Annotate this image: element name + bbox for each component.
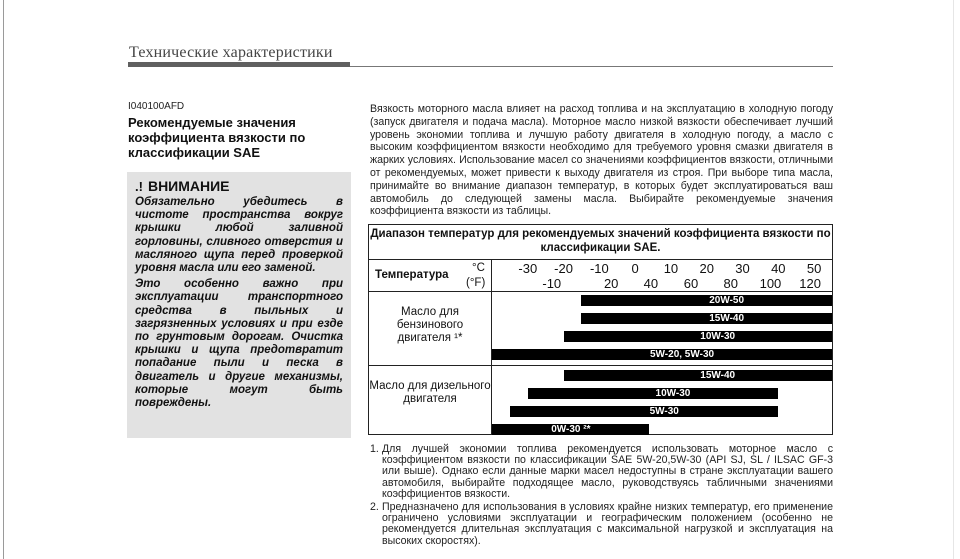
fahrenheit-tick-label: -10	[542, 276, 562, 291]
footnote	[370, 444, 833, 500]
footnote-number: 2.	[370, 501, 379, 514]
fahrenheit-tick-label: 120	[799, 276, 822, 291]
fahrenheit-tick-label: 60	[683, 276, 699, 291]
viscosity-grade-label: 15W-40	[709, 313, 745, 324]
title-underline-rule	[350, 66, 833, 67]
footnote-number: 1.	[370, 443, 379, 455]
footnote	[370, 502, 833, 547]
celsius-tick-label: 0	[631, 261, 639, 276]
viscosity-grade-label: 10W-30	[700, 331, 736, 342]
page-left-edge	[3, 0, 4, 559]
table-rule	[369, 291, 832, 292]
viscosity-grade-label: 5W-20, 5W-30	[650, 349, 715, 360]
fahrenheit-tick-label: 20	[603, 276, 619, 291]
viscosity-grade-label: 20W-50	[709, 295, 745, 306]
warning-paragraph: Обязательно убедитесь в чистоте пространства вокруг крышки любой заливной горловины, сливного отверстия и масляного щупа перед проверкой уровня масла или его заменой.	[135, 196, 343, 275]
viscosity-grade-label: 0W-30 ²*	[551, 424, 591, 435]
warning-box	[127, 172, 351, 438]
warning-icon: .!	[135, 179, 143, 194]
warning-title	[135, 178, 343, 195]
title-underline-bar	[128, 62, 350, 67]
intro-paragraph: Вязкость моторного масла влияет на расход топлива и на эксплуатацию в холодную погоду (запуск двигателя и подача масла). Моторное масло низкой вязкости обеспечивает лучший уровень экономии топлива и лучшую работу двигателя в холодную погоду, а масло с высоким коэффициентом вязкости необходимо для требуемого уровня смазки двигателя в жарких условиях. Использование масел со значениями коэффициентов вязкости, отличными от рекомендуемых, может привести к выходу двигателя из строя. При выборе типа масла, принимайте во внимание диапазон температур, в которых будет эксплуатироваться ваш автомобиль до следующей замены масла. Выбирайте рекомендуемые значения коэффициента вязкости из таблицы.	[370, 103, 833, 218]
celsius-tick-label: 20	[699, 261, 714, 276]
celsius-tick-label: -20	[554, 261, 573, 276]
footnotes	[370, 444, 833, 549]
viscosity-grade-label: 10W-30	[655, 388, 691, 399]
warning-title-text: ВНИМАНИЕ	[147, 178, 230, 194]
celsius-tick-label: 40	[771, 261, 786, 276]
celsius-tick-label: 10	[663, 261, 679, 276]
viscosity-bar	[528, 388, 779, 399]
viscosity-bar	[581, 295, 832, 306]
celsius-tick-label: -30	[518, 261, 538, 276]
table-caption: Диапазон температур для рекомендуемых значений коэффициента вязкости по классификации SAE.	[370, 228, 831, 254]
celsius-unit: °C	[472, 262, 485, 274]
viscosity-bar	[564, 370, 832, 381]
viscosity-bar	[564, 331, 832, 342]
viscosity-bar	[492, 424, 649, 435]
viscosity-table	[368, 224, 833, 435]
section-code: I040100AFD	[128, 101, 185, 112]
table-rule	[369, 365, 832, 366]
fahrenheit-tick-label: 40	[643, 276, 659, 291]
fahrenheit-unit: (°F)	[466, 277, 486, 289]
celsius-tick-label: 30	[735, 261, 750, 276]
celsius-tick-label: -10	[589, 261, 609, 276]
celsius-tick-label: 50	[806, 261, 822, 276]
table-rule	[369, 259, 832, 260]
gasoline-oil-label: Масло для бензинового двигателя ¹*	[396, 306, 464, 344]
footnote-text: Для лучшей экономии топлива рекомендуется использовать моторное масло с коэффициентом вязкости по классификации SAE 5W-20,5W-30 (API SJ, SL / ILSAC GF-3 или выше). Однако если данные марки масел недоступны в стране эксплуатации вашего автомобиля, выбирайте подходящее масло, руководствуясь табличными значениями коэффициентов вязкости.	[382, 443, 833, 500]
diesel-oil-label: Масло для дизельного двигателя	[369, 380, 491, 405]
viscosity-bar	[510, 406, 778, 417]
table-column-rule	[491, 259, 492, 435]
viscosity-bar	[492, 349, 832, 360]
section-heading: Рекомендуемые значения коэффициента вязкости по классификации SAE	[128, 115, 306, 160]
footnote-text: Предназначено для использования в условиях крайне низких температур, его применение ограничено условиями эксплуатации и географическим положением (особенно не рекомендуется длительная эксплуатация с максимальной нагрузкой и эксплуатация на высоких скоростях).	[382, 501, 833, 547]
page-title: Технические характеристики	[129, 44, 333, 61]
viscosity-bar	[581, 313, 832, 324]
fahrenheit-tick-label: 80	[723, 276, 738, 291]
page-right-edge	[953, 0, 954, 559]
viscosity-grade-label: 5W-30	[649, 406, 679, 417]
temperature-label: Температура	[375, 269, 449, 281]
viscosity-grade-label: 15W-40	[700, 370, 736, 381]
fahrenheit-tick-label: 100	[759, 276, 782, 291]
warning-paragraph: Это особенно важно при эксплуатации транспортного средства в пыльных и загрязненных условиях и при езде по грунтовым дорогам. Очистка крышки и щупа предотвратит попадание пыли и песка в двигатель и другие механизмы, которые могут быть повреждены.	[135, 278, 343, 410]
